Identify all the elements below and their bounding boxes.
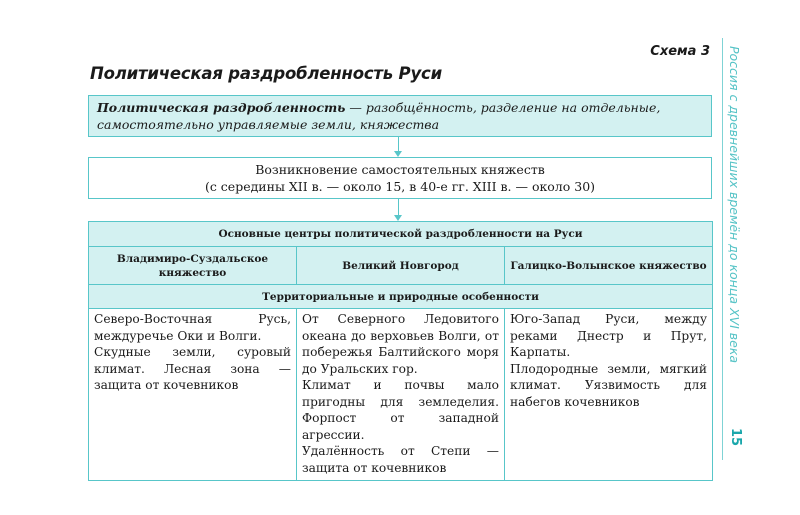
column-header: Галицко-Волынское княжество xyxy=(505,247,713,285)
definition-term: Политическая раздробленность xyxy=(97,100,346,115)
cell-paragraph: Климат и почвы мало пригодны для земледелия. Форпост от западной агрессии. xyxy=(302,378,499,442)
centers-table xyxy=(88,221,713,481)
cell-paragraph: Северо-Восточная Русь, междуречье Оки и Волги. xyxy=(94,312,291,343)
cell-paragraph: От Северного Ледовитого океана до верховьев Волги, от побережья Балтийского моря до Уральских гор. xyxy=(302,312,499,376)
cell-paragraph: Юго-Запад Руси, между реками Днестр и Прут, Карпаты. xyxy=(510,312,707,359)
origin-box xyxy=(88,157,712,199)
cell-paragraph: Удалённость от Степи — защита от кочевников xyxy=(302,444,499,475)
schema-label: Схема 3 xyxy=(650,44,710,59)
column-header: Владимиро-Суздальское княжество xyxy=(89,247,297,285)
page-number: 15 xyxy=(728,428,743,447)
table-cell xyxy=(505,309,713,481)
running-title: Россия с древнейших времён до конца XVI века xyxy=(727,46,742,364)
cell-paragraph: Плодородные земли, мягкий климат. Уязвимость для набегов кочевников xyxy=(510,361,707,409)
page-title: Политическая раздробленность Руси xyxy=(90,64,442,83)
cell-paragraph: Скудные земли, суровый климат. Лесная зона — защита от кочевников xyxy=(94,345,291,392)
origin-line-1: Возникновение самостоятельных княжеств xyxy=(255,162,545,177)
margin-divider xyxy=(722,38,723,460)
column-header: Великий Новгород xyxy=(297,247,505,285)
table-cell xyxy=(297,309,505,481)
table-cell xyxy=(89,309,297,481)
definition-box xyxy=(88,95,712,137)
origin-line-2: (с середины XII в. — около 15, в 40-е гг. XIII в. — около 30) xyxy=(204,178,596,194)
table-subtitle: Территориальные и природные особенности xyxy=(89,285,713,309)
table-title: Основные центры политической раздробленности на Руси xyxy=(89,222,713,247)
definition-text: — разобщённость, разделение на отдельные, самостоятельно управляемые земли, княжества xyxy=(97,100,661,132)
